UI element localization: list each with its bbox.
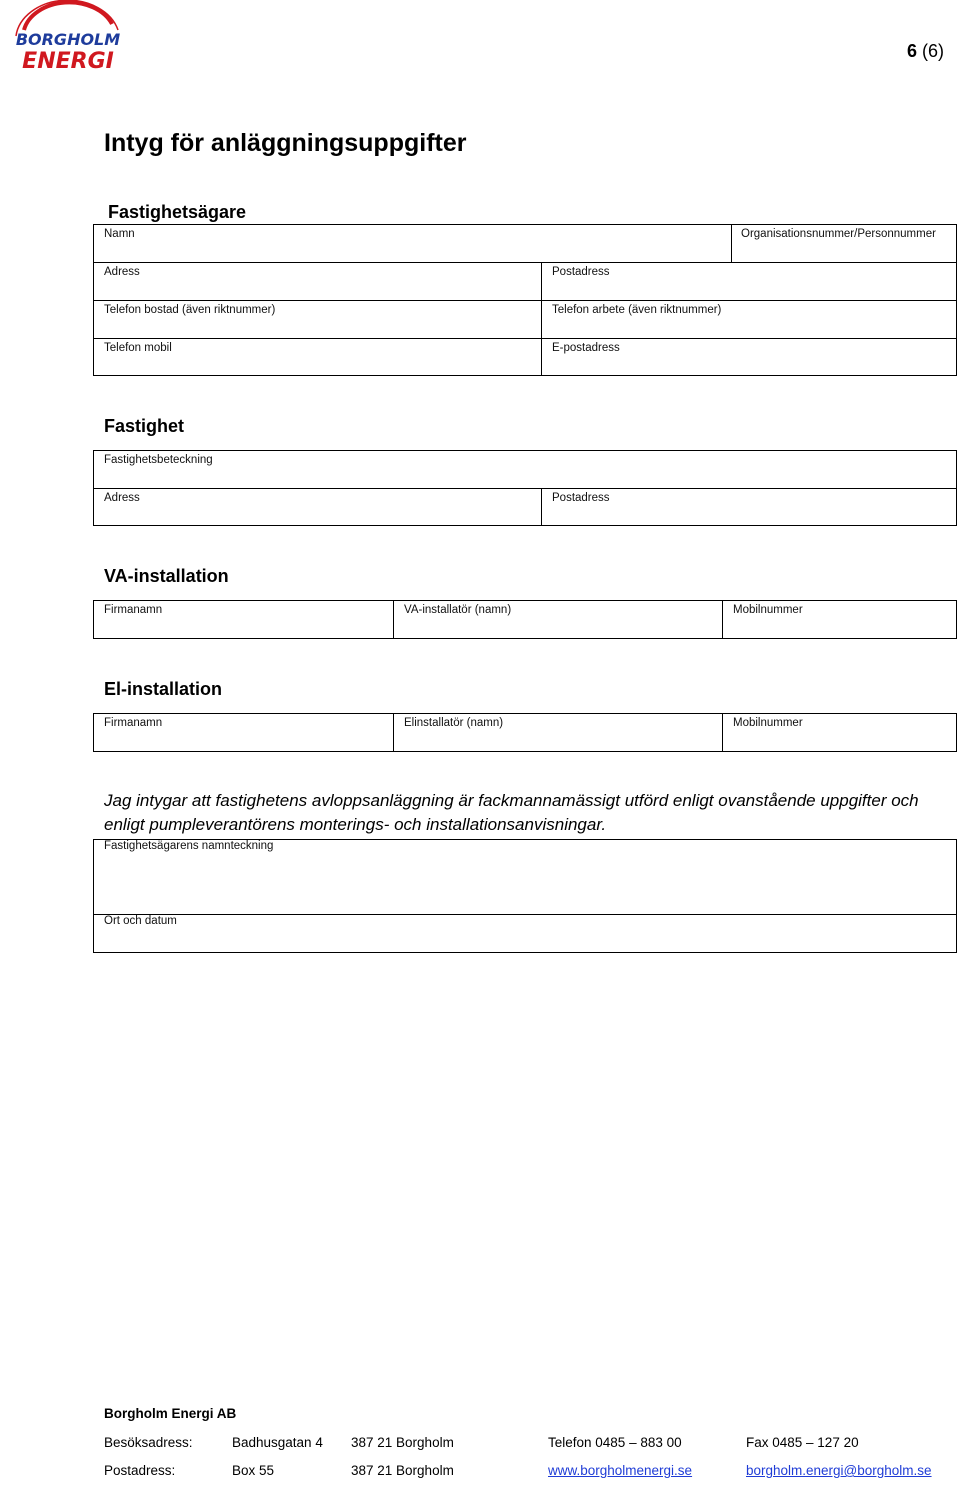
- certification-statement: Jag intygar att fastighetens avloppsanläggning är fackmannamässigt utförd enligt ovanstående uppgifter och enligt pumpleverantörens monterings- och installationsanvisningar.: [104, 791, 919, 834]
- footer-visit-label: Besöksadress:: [104, 1435, 193, 1450]
- footer-post-box: Box 55: [232, 1463, 275, 1478]
- va-company-label: Firmanamn: [104, 604, 163, 616]
- owner-phone-work-field[interactable]: [542, 300, 956, 338]
- property-designation-field[interactable]: [94, 450, 956, 488]
- property-designation-label: Fastighetsbeteckning: [104, 454, 213, 466]
- footer-phone: Telefon 0485 – 883 00: [548, 1435, 682, 1450]
- property-heading: Fastighet: [104, 416, 185, 436]
- owner-postal-label: Postadress: [552, 266, 610, 278]
- property-address-label: Adress: [104, 492, 140, 504]
- owner-phone-work-label: Telefon arbete (även riktnummer): [552, 304, 722, 316]
- footer-post-city: 387 21 Borgholm: [351, 1463, 454, 1478]
- owner-phone-home-field[interactable]: [94, 300, 540, 338]
- footer-fax: Fax 0485 – 127 20: [746, 1435, 859, 1450]
- owner-email-field[interactable]: [542, 338, 956, 375]
- owner-name-label: Namn: [104, 228, 135, 240]
- place-date-label: Ort och datum: [104, 915, 177, 927]
- owner-orgnr-field[interactable]: [732, 224, 956, 262]
- footer-company: Borgholm Energi AB: [104, 1406, 237, 1421]
- footer-visit-street: Badhusgatan 4: [232, 1435, 323, 1450]
- va-company-field[interactable]: [94, 600, 392, 638]
- owner-address-label: Adress: [104, 266, 140, 278]
- property-address-field[interactable]: [94, 488, 540, 525]
- owner-heading: Fastighetsägare: [108, 202, 247, 222]
- signature-label: Fastighetsägarens namnteckning: [104, 840, 274, 852]
- property-postal-field[interactable]: [542, 488, 956, 525]
- el-company-field[interactable]: [94, 713, 392, 751]
- el-mobile-field[interactable]: [723, 713, 956, 751]
- owner-phone-mobile-field[interactable]: [94, 338, 540, 375]
- page-current: 6: [906, 41, 917, 61]
- owner-address-field[interactable]: [94, 262, 540, 300]
- owner-phone-mobile-label: Telefon mobil: [104, 342, 172, 354]
- footer-post-label: Postadress:: [104, 1463, 176, 1478]
- footer-email-link[interactable]: borgholm.energi@borgholm.se: [746, 1463, 932, 1478]
- el-installer-field[interactable]: [394, 713, 721, 751]
- logo-line2: ENERGI: [22, 49, 114, 72]
- owner-email-label: E-postadress: [552, 342, 620, 354]
- va-heading: VA-installation: [104, 566, 229, 586]
- owner-name-field[interactable]: [94, 224, 724, 262]
- place-date-field[interactable]: [94, 914, 956, 952]
- logo-line1: BORGHOLM: [15, 30, 121, 49]
- va-mobile-field[interactable]: [723, 600, 956, 638]
- signature-field[interactable]: [94, 839, 956, 914]
- va-installer-field[interactable]: [394, 600, 721, 638]
- owner-orgnr-label: Organisationsnummer/Personnummer: [741, 228, 936, 240]
- va-installer-label: VA-installatör (namn): [404, 604, 512, 616]
- el-company-label: Firmanamn: [104, 717, 163, 729]
- page-total: (6): [922, 41, 944, 61]
- page-title: Intyg för anläggningsuppgifter: [104, 129, 467, 157]
- owner-postal-field[interactable]: [542, 262, 956, 300]
- el-mobile-label: Mobilnummer: [733, 717, 803, 729]
- va-mobile-label: Mobilnummer: [733, 604, 803, 616]
- el-installer-label: Elinstallatör (namn): [404, 717, 504, 729]
- footer-web-link[interactable]: www.borgholmenergi.se: [548, 1463, 693, 1478]
- footer-visit-city: 387 21 Borgholm: [351, 1435, 454, 1450]
- owner-phone-home-label: Telefon bostad (även riktnummer): [104, 304, 276, 316]
- el-heading: El-installation: [104, 679, 223, 699]
- property-postal-label: Postadress: [552, 492, 610, 504]
- page-number: [907, 41, 944, 62]
- company-logo: [6, 0, 130, 72]
